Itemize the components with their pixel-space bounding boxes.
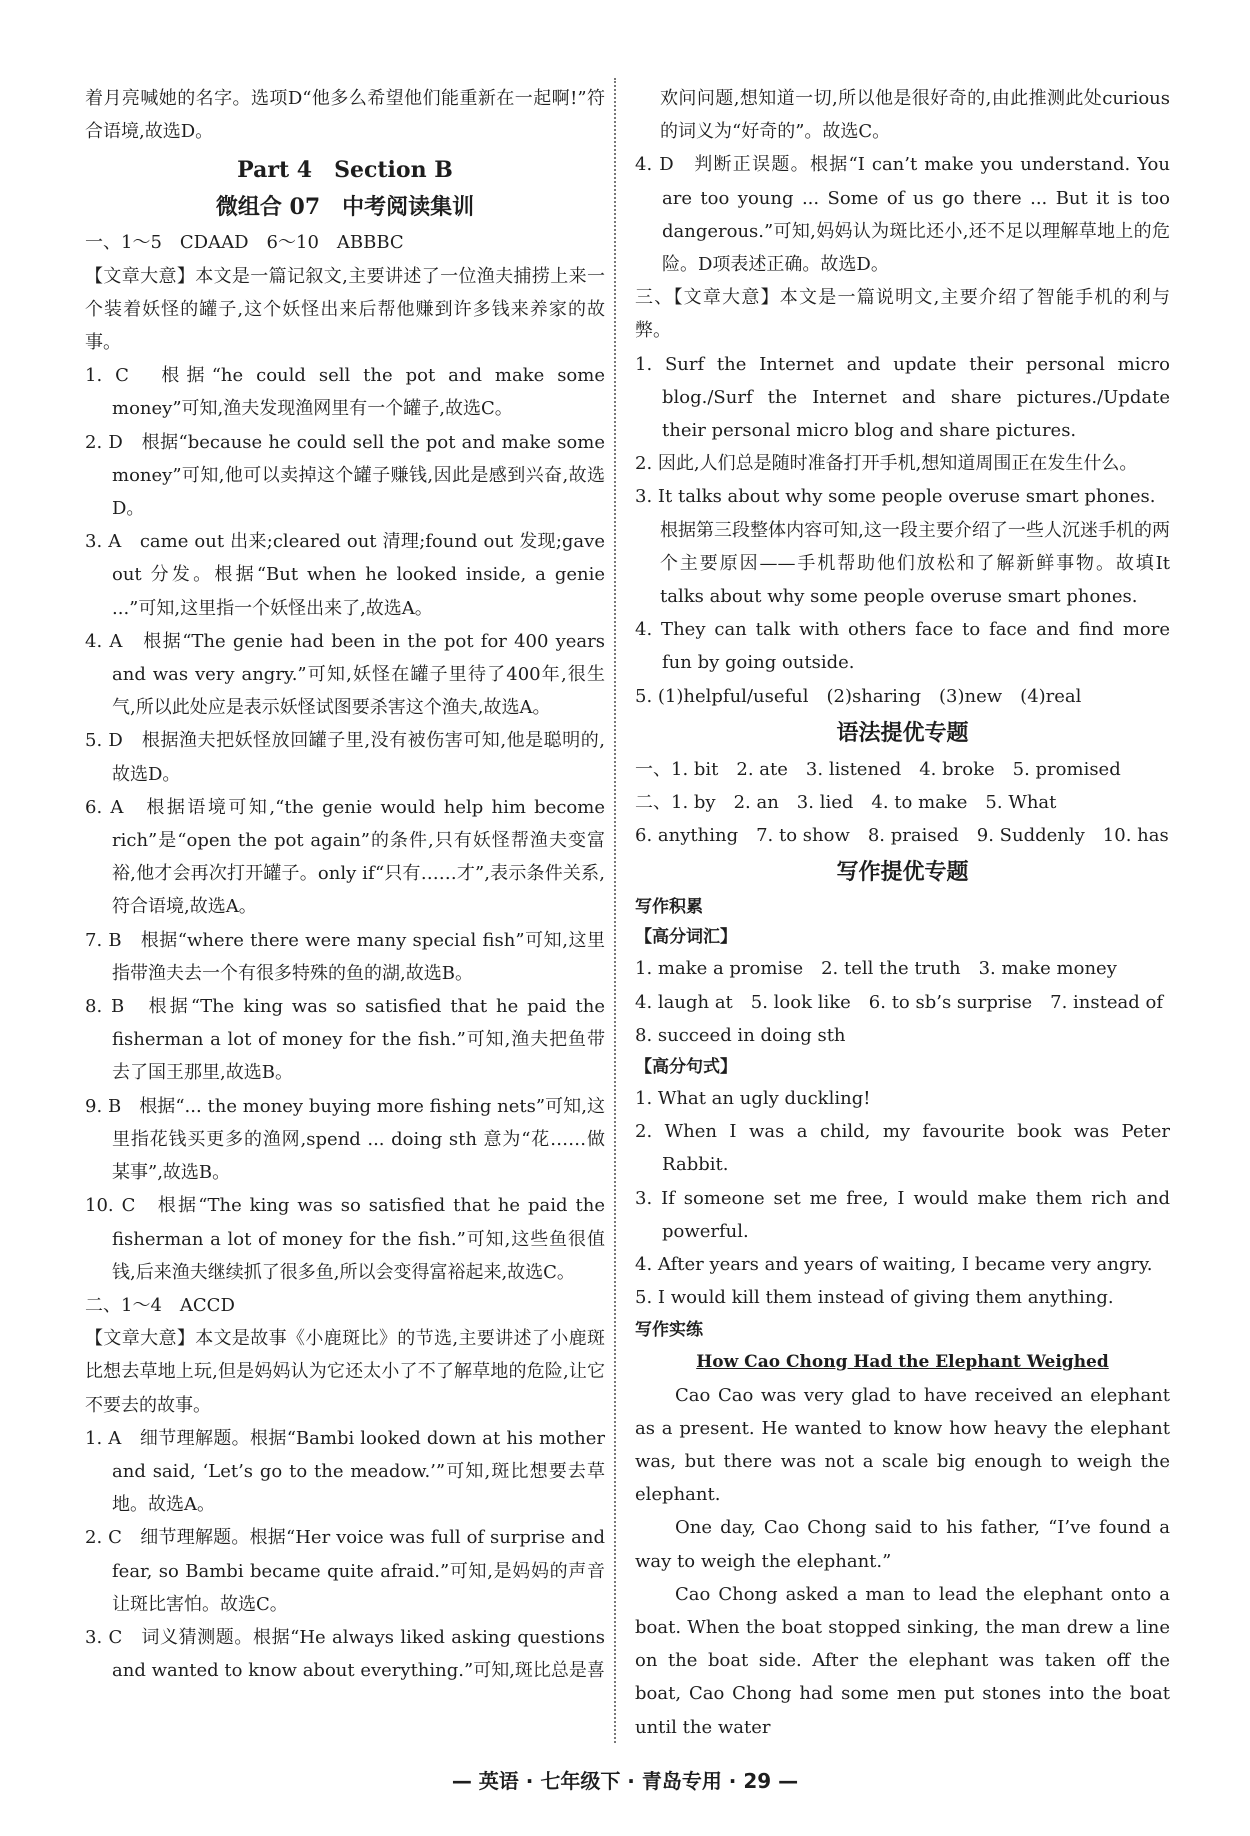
answer-item: 2. D 根据“because he could sell the pot and make some money”可知,他可以卖掉这个罐子赚钱,因此是感到兴奋,故选D。 [85,431,605,520]
answer-item: 8. B 根据“The king was so satisfied that he paid the fisherman a lot of money for the fish.”可知,渔夫把鱼带去了国王那里,故选B。 [85,996,605,1084]
answer-item: 4. D 判断正误题。根据“I can’t make you understand. You are too young ... Some of us go there ... But it is too dangerous.”可知,妈妈认为斑比还小,还不足以理解草地上的危险。D项表述正确。故选D。 [635,154,1170,276]
vocab-line: 8. succeed in doing sth [635,1024,846,1046]
writing-title: 写作提优专题 [836,859,969,886]
sentence-item: 1. What an ugly duckling! [635,1088,871,1110]
essay-paragraph: Cao Chong asked a man to lead the elephant onto a boat. When the boat stopped sinking, the man drew a line on the boat side. After the elephant was taken off the boat, Cao Chong had some men put stones into the boat until the water [635,1583,1170,1738]
answer-item: 3. It talks about why some people overuse smart phones. [635,486,1156,508]
answer-item: 1. C 根据“he could sell the pot and make some money”可知,渔夫发现渔网里有一个罐子,故选C。 [85,365,605,420]
grammar-line: 一、1. bit 2. ate 3. listened 4. broke 5. promised [635,758,1121,780]
answer-item: 3. C 词义猜测题。根据“He always liked asking questions and wanted to know about everything.”可知,斑比总是喜 [85,1626,605,1682]
vocab-line: 1. make a promise 2. tell the truth 3. make money [635,958,1117,980]
page-footer: — 英语 · 七年级下 · 青岛专用 · 29 — [451,1769,799,1793]
answer-item: 3. A came out 出来;cleared out 清理;found out 发现;gave out 分发。根据“But when he looked inside, a genie ...”可知,这里指一个妖怪出来了,故选A。 [85,531,605,619]
vocab-line: 4. laugh at 5. look like 6. to sb’s surprise 7. instead of [635,991,1163,1013]
left-column [85,82,605,1687]
writing-practice-heading: 写作实练 [635,1319,703,1340]
answers-line: 一、1～5 CDAAD 6～10 ABBBC [85,232,404,254]
answer-item: 4. A 根据“The genie had been in the pot for 400 years and was very angry.”可知,妖怪在罐子里待了400年,很生气,所以此处应是表示妖怪试图要杀害这个渔夫,故选A。 [85,630,605,719]
essay-paragraph: One day, Cao Chong said to his father, “I’ve found a way to weigh the elephant.” [635,1517,1170,1572]
answer-item: 2. 因此,人们总是随时准备打开手机,想知道周围正在发生什么。 [635,453,1138,475]
answer-item: 5. D 根据渔夫把妖怪放回罐子里,没有被伤害可知,他是聪明的,故选D。 [85,730,605,785]
answer-item: 6. A 根据语境可知,“the genie would help him become rich”是“open the pot again”的条件,只有妖怪帮渔夫变富裕,他才会再次打开罐子。only if“只有……才”,表示条件关系,符合语境,故选A。 [85,796,605,918]
essay-title: How Cao Chong Had the Elephant Weighed [696,1351,1109,1372]
summary-text: 【文章大意】本文是一篇记叙文,主要讲述了一位渔夫捕捞上来一个装着妖怪的罐子,这个妖怪出来后帮他赚到许多钱来养家的故事。 [85,265,605,354]
sentence-item: 4. After years and years of waiting, I became very angry. [635,1254,1153,1276]
essay-paragraph: Cao Cao was very glad to have received an elephant as a present. He wanted to know how heavy the elephant was, but there was not a scale big enough to weigh the elephant. [635,1384,1170,1506]
grammar-line: 6. anything 7. to show 8. praised 9. Suddenly 10. has [635,825,1169,847]
grammar-title: 语法提优专题 [836,719,969,746]
grammar-line: 二、1. by 2. an 3. lied 4. to make 5. What [635,792,1057,814]
answer-item: 7. B 根据“where there were many special fish”可知,这里指带渔夫去一个有很多特殊的鱼的湖,故选B。 [85,929,605,984]
summary-text: 【文章大意】本文是故事《小鹿斑比》的节选,主要讲述了小鹿斑比想去草地上玩,但是妈妈认为它还太小了不了解草地的危险,让它不要去的故事。 [85,1328,605,1416]
continuation-text: 着月亮喊她的名字。选项D“他多么希望他们能重新在一起啊!”符合语境,故选D。 [85,88,605,143]
continuation-text: 欢问问题,想知道一切,所以他是很好奇的,由此推测此处curious的词义为“好奇的”。故选C。 [660,88,1170,143]
answers-line: 二、1～4 ACCD [85,1294,235,1316]
answer-item: 10. C 根据“The king was so satisfied that he paid the fisherman a lot of money for the fish.”可知,这些鱼很值钱,后来渔夫继续抓了很多鱼,所以会变得富裕起来,故选C。 [85,1195,605,1283]
right-column [635,82,1170,1744]
answer-item: 5. (1)helpful/useful (2)sharing (3)new (4)real [635,685,1082,707]
sentence-item: 3. If someone set me free, I would make them rich and powerful. [635,1187,1170,1242]
column-divider [614,78,616,1743]
writing-accumulation-heading: 写作积累 [635,897,703,918]
answer-item: 2. C 细节理解题。根据“Her voice was full of surprise and fear, so Bambi became quite afraid.”可知,是妈妈的声音让斑比害怕。故选C。 [85,1527,605,1615]
answer-item: 1. A 细节理解题。根据“Bambi looked down at his mother and said, ‘Let’s go to the meadow.’”可知,斑比想要去草地。故选A。 [85,1427,605,1516]
answer-item: 9. B 根据“... the money buying more fishing nets”可知,这里指花钱买更多的渔网,spend ... doing sth 意为“花……做某事”,故选B。 [85,1095,605,1184]
sentence-heading: 【高分句式】 [635,1057,737,1078]
sentence-item: 5. I would kill them instead of giving them anything. [635,1287,1114,1309]
answer-item: 1. Surf the Internet and update their personal micro blog./Surf the Internet and share pictures./Update their personal micro blog and share pictures. [635,353,1170,442]
part-title: Part 4 Section B [237,157,453,184]
summary-text: 三、【文章大意】本文是一篇说明文,主要介绍了智能手机的利与弊。 [635,287,1170,342]
answer-item: 4. They can talk with others face to face and find more fun by going outside. [635,619,1170,674]
section-title: 微组合 07 中考阅读集训 [215,194,475,221]
sentence-item: 2. When I was a child, my favourite book was Peter Rabbit. [635,1121,1170,1176]
vocab-heading: 【高分词汇】 [635,927,737,948]
answer-explanation: 根据第三段整体内容可知,这一段主要介绍了一些人沉迷手机的两个主要原因——手机帮助他们放松和了解新鲜事物。故填It talks about why some people overuse smart phones. [660,519,1170,608]
